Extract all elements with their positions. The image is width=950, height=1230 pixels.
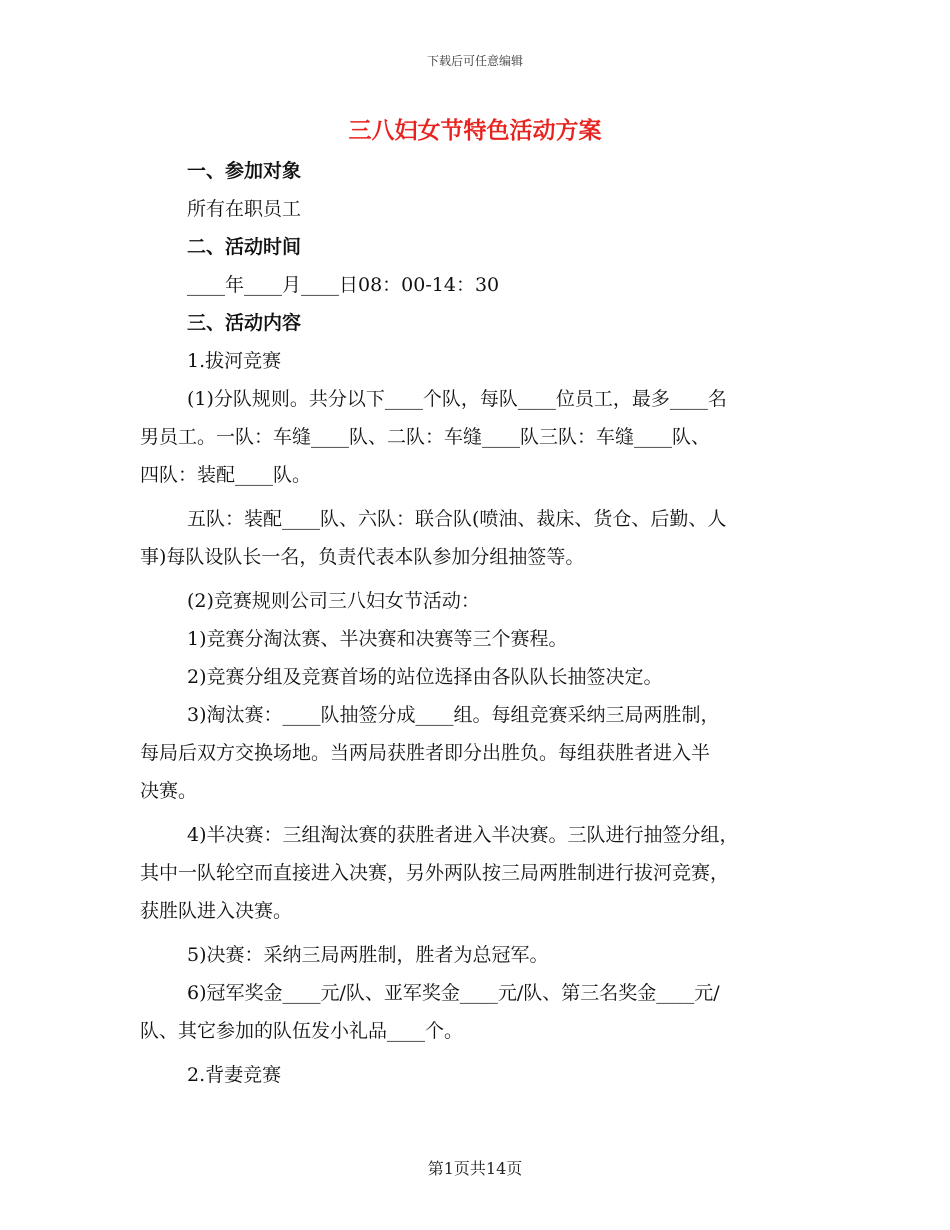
- paragraph-continuation: 队、其它参加的队伍发小礼品____个。: [140, 1020, 464, 1042]
- subheading-piggyback-race: 2.背妻竞赛: [187, 1064, 282, 1086]
- document-title: 三八妇女节特色活动方案: [348, 118, 602, 144]
- section-heading-time: 二、活动时间: [187, 236, 302, 258]
- paragraph: (2)竞赛规则公司三八妇女节活动：: [187, 590, 480, 612]
- paragraph: 所有在职员工: [187, 198, 302, 220]
- header-note: 下载后可任意编辑: [426, 54, 523, 68]
- paragraph-continuation: 决赛。: [140, 780, 198, 802]
- document-body: [140, 152, 808, 1094]
- list-item: 5)决赛：采纳三局两胜制，胜者为总冠军。: [187, 944, 549, 966]
- paragraph: ____年____月____日08：00-14：30: [187, 274, 500, 296]
- paragraph-continuation: 其中一队轮空而直接进入决赛，另外两队按三局两胜制进行拔河竞赛，: [140, 862, 730, 884]
- list-item: 3)淘汰赛：____队抽签分成____组。每组竞赛采纳三局两胜制，: [187, 704, 720, 726]
- paragraph: 五队：装配____队、六队：联合队(喷油、裁床、货仓、后勤、人: [187, 508, 727, 530]
- paragraph-continuation: 四队：装配____队。: [140, 464, 312, 486]
- paragraph-continuation: 男员工。一队：车缝____队、二队：车缝____队三队：车缝____队、: [140, 426, 711, 448]
- section-heading-content: 三、活动内容: [187, 312, 302, 334]
- list-item: 2)竞赛分组及竞赛首场的站位选择由各队队长抽签决定。: [187, 666, 663, 688]
- paragraph-continuation: 每局后双方交换场地。当两局获胜者即分出胜负。每组获胜者进入半: [140, 742, 711, 764]
- list-item: 6)冠军奖金____元/队、亚军奖金____元/队、第三名奖金____元/: [187, 982, 720, 1004]
- subheading-tug-of-war: 1.拔河竞赛: [187, 350, 282, 372]
- list-item: 1)竞赛分淘汰赛、半决赛和决赛等三个赛程。: [187, 628, 568, 650]
- page-indicator: 第1页共14页: [427, 1159, 523, 1178]
- paragraph-continuation: 获胜队进入决赛。: [140, 900, 293, 922]
- paragraph: (1)分队规则。共分以下____个队，每队____位员工，最多____名: [187, 388, 727, 410]
- section-heading-participants: 一、参加对象: [187, 160, 302, 182]
- paragraph-continuation: 事)每队设队长一名，负责代表本队参加分组抽签等。: [140, 546, 585, 568]
- list-item: 4)半决赛：三组淘汰赛的获胜者进入半决赛。三队进行抽签分组，: [187, 824, 739, 846]
